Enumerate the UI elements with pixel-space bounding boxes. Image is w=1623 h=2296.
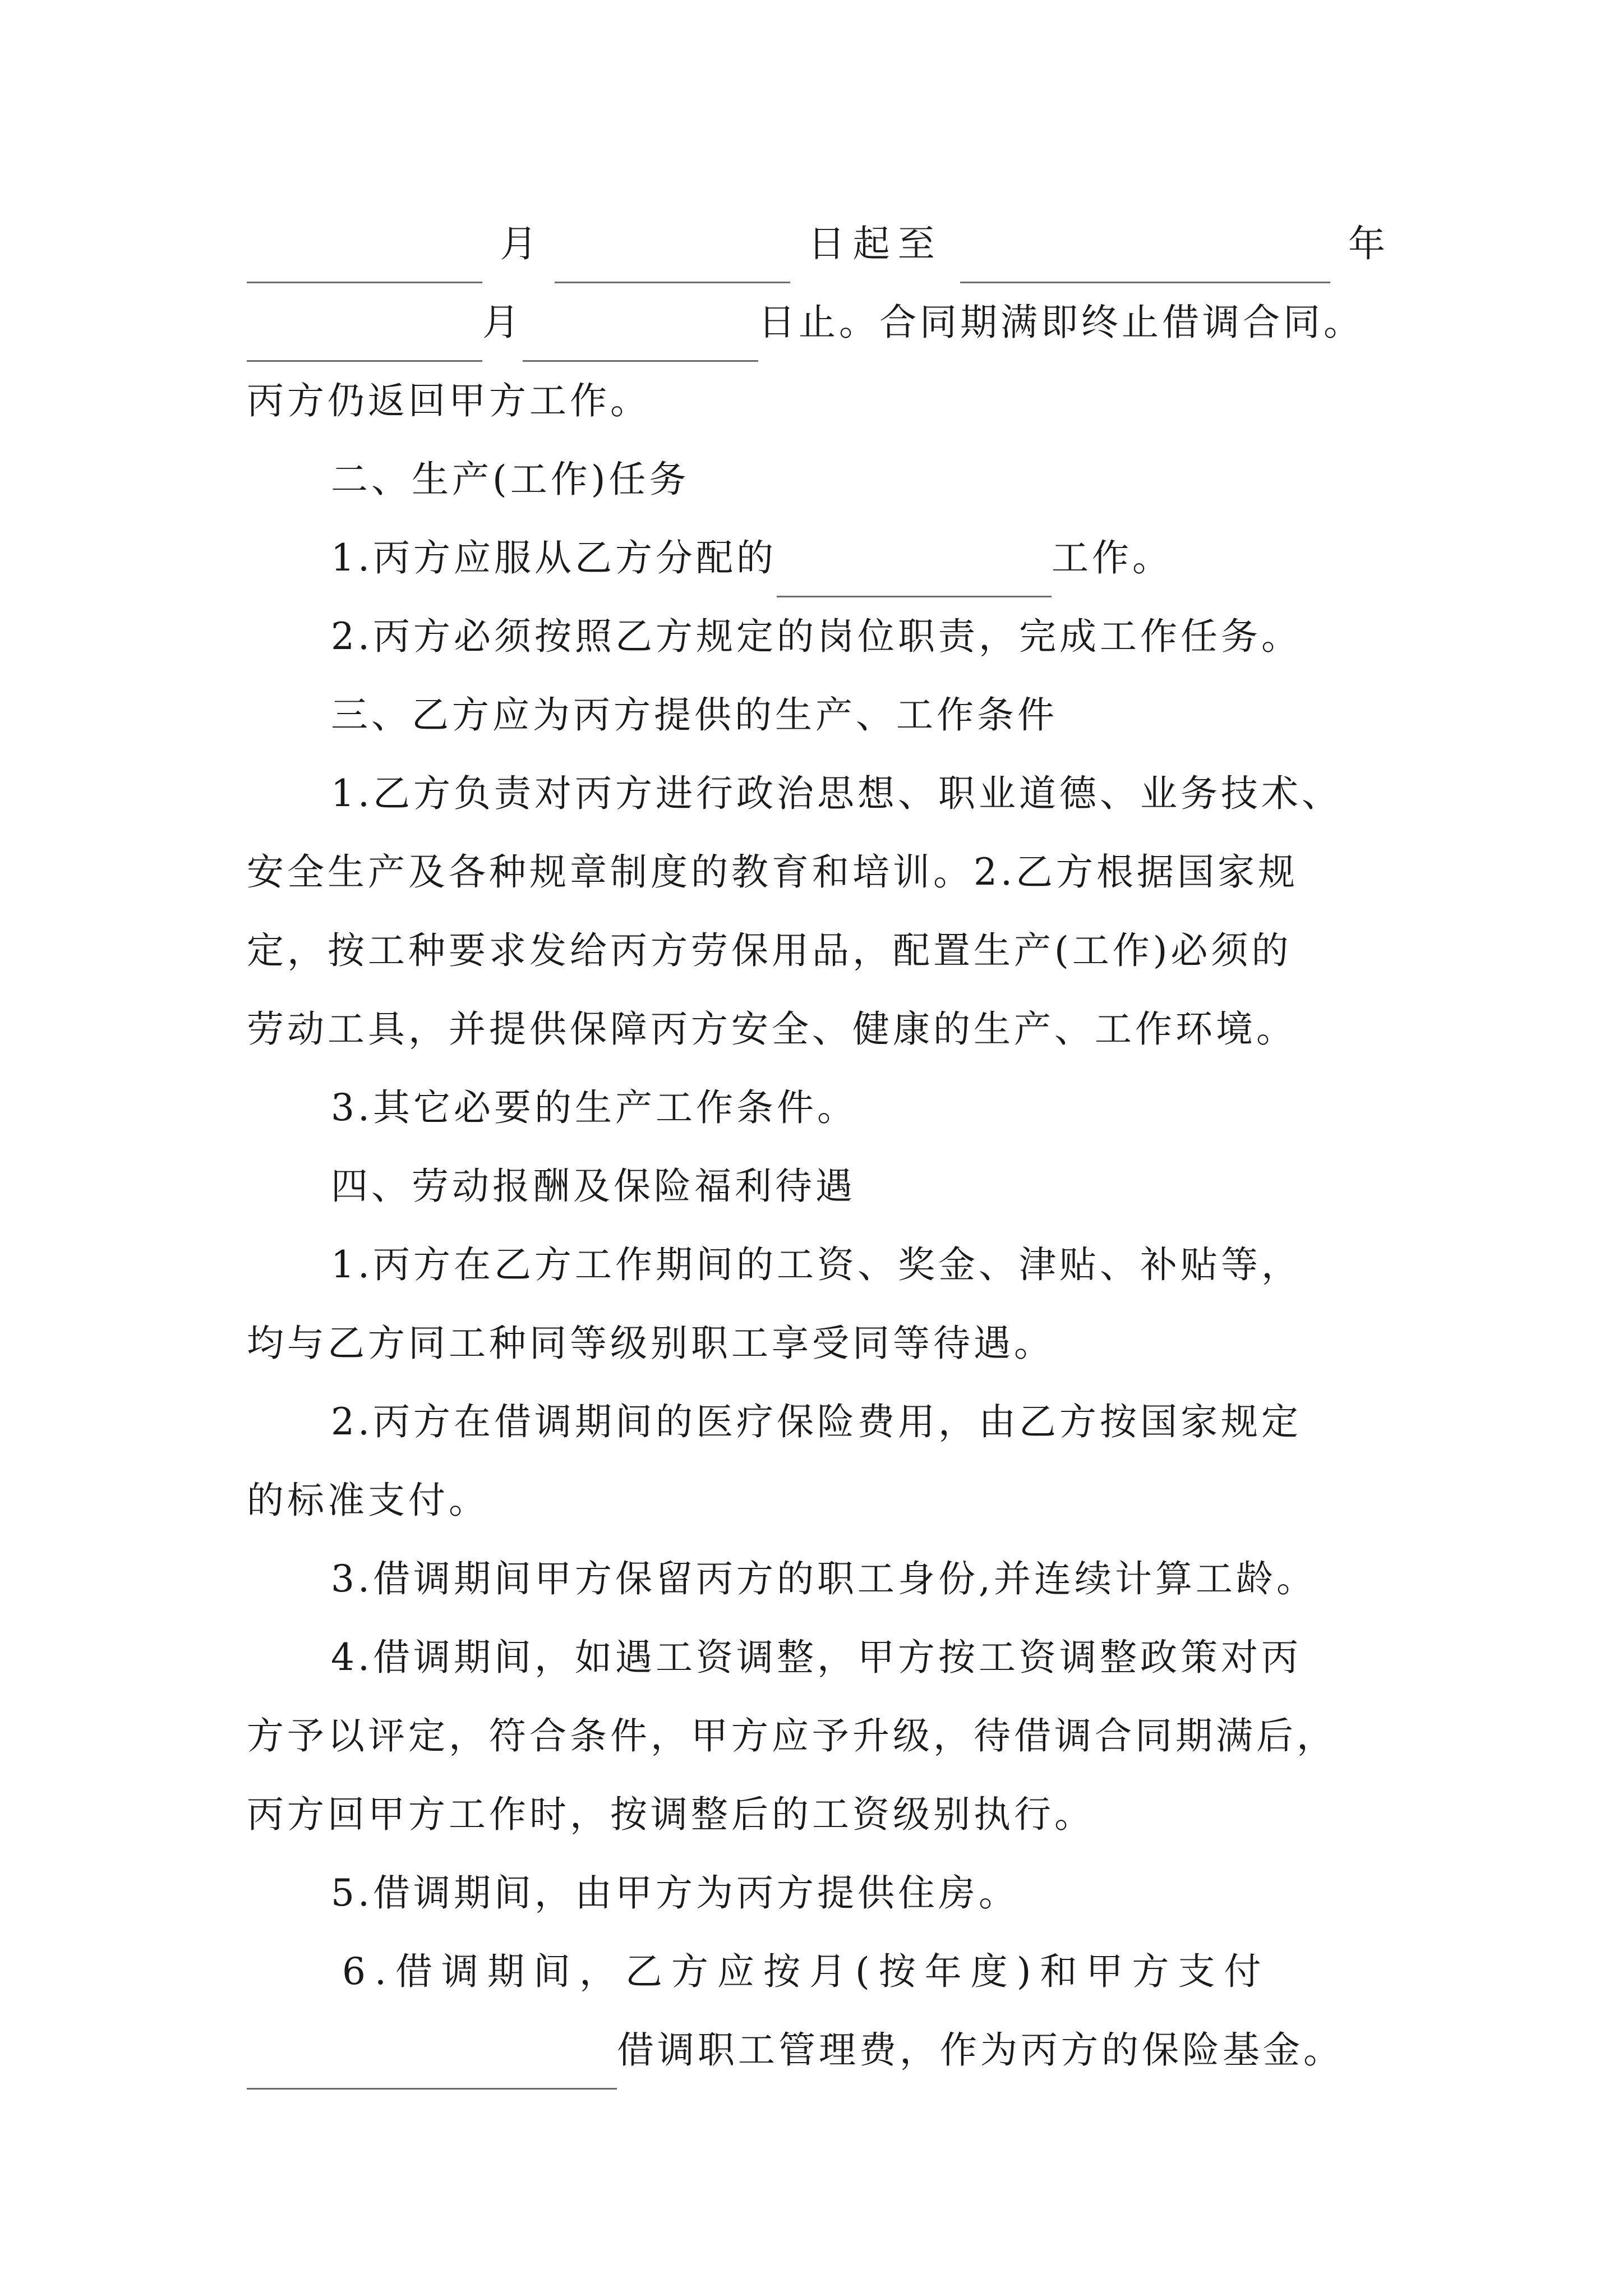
blank-field[interactable] (247, 231, 482, 283)
blank-field[interactable] (777, 545, 1052, 597)
paragraph-line: 方予以评定，符合条件，甲方应予升级，待借调合同期满后， (247, 1714, 1337, 1757)
clause-line (331, 519, 1385, 597)
section-heading-3: 三、乙方应为丙方提供的生产、工作条件 (331, 693, 1058, 737)
blank-field[interactable] (247, 2037, 617, 2090)
clause-line: 5.借调期间，由甲方为丙方提供住房。 (331, 1871, 1019, 1915)
clause-line: 6.借调期间，乙方应按月(按年度)和甲方支付 (342, 1950, 1270, 1993)
paragraph-line: 劳动工具，并提供保障丙方安全、健康的生产、工作环境。 (247, 1007, 1297, 1051)
blank-field[interactable] (960, 231, 1330, 283)
year-label: 年 (1348, 222, 1385, 265)
paragraph-line: 安全生产及各种规章制度的教育和培训。2.乙方根据国家规 (247, 850, 1298, 894)
blank-field[interactable] (555, 231, 790, 283)
month-label: 月 (500, 222, 537, 265)
clause-line: 1.乙方负责对丙方进行政治思想、职业道德、业务技术、 (331, 772, 1342, 815)
date-range-line-2 (247, 283, 1385, 362)
paragraph-line: 定，按工种要求发给丙方劳保用品，配置生产(工作)必须的 (247, 929, 1292, 972)
start-label: 日起至 (808, 222, 943, 265)
clause-line: 4.借调期间，如遇工资调整，甲方按工资调整政策对丙 (331, 1636, 1302, 1679)
paragraph-line: 丙方仍返回甲方工作。 (247, 379, 651, 422)
section-heading-4: 四、劳动报酬及保险福利待遇 (331, 1165, 856, 1208)
clause-line: 1.丙方在乙方工作期间的工资、奖金、津贴、补贴等， (331, 1243, 1302, 1286)
paragraph-line: 均与乙方同工种同等级别职工享受同等待遇。 (247, 1322, 1054, 1365)
paragraph-line: 的标准支付。 (247, 1479, 489, 1522)
clause-line: 3.借调期间甲方保留丙方的职工身份,并连续计算工龄。 (331, 1557, 1317, 1600)
clause-line: 3.其它必要的生产工作条件。 (331, 1086, 857, 1129)
blank-field[interactable] (247, 310, 482, 362)
clause-text: 工作。 (1051, 536, 1173, 579)
clause-text: 1.丙方应服从乙方分配的 (331, 536, 777, 579)
end-clause: 日止。合同期满即终止借调合同。 (758, 301, 1364, 344)
paragraph-line (247, 2011, 1385, 2090)
clause-line: 2.丙方在借调期间的医疗保险费用，由乙方按国家规定 (331, 1400, 1302, 1443)
clause-text: 借调职工管理费，作为丙方的保险基金。 (617, 2028, 1344, 2072)
date-range-line-1 (247, 205, 1385, 283)
paragraph-line: 丙方回甲方工作时，按调整后的工资级别执行。 (247, 1793, 1095, 1836)
month-label: 月 (482, 301, 523, 344)
blank-field[interactable] (523, 310, 758, 362)
section-heading-2: 二、生产(工作)任务 (331, 458, 690, 501)
clause-line: 2.丙方必须按照乙方规定的岗位职责，完成工作任务。 (331, 615, 1302, 658)
